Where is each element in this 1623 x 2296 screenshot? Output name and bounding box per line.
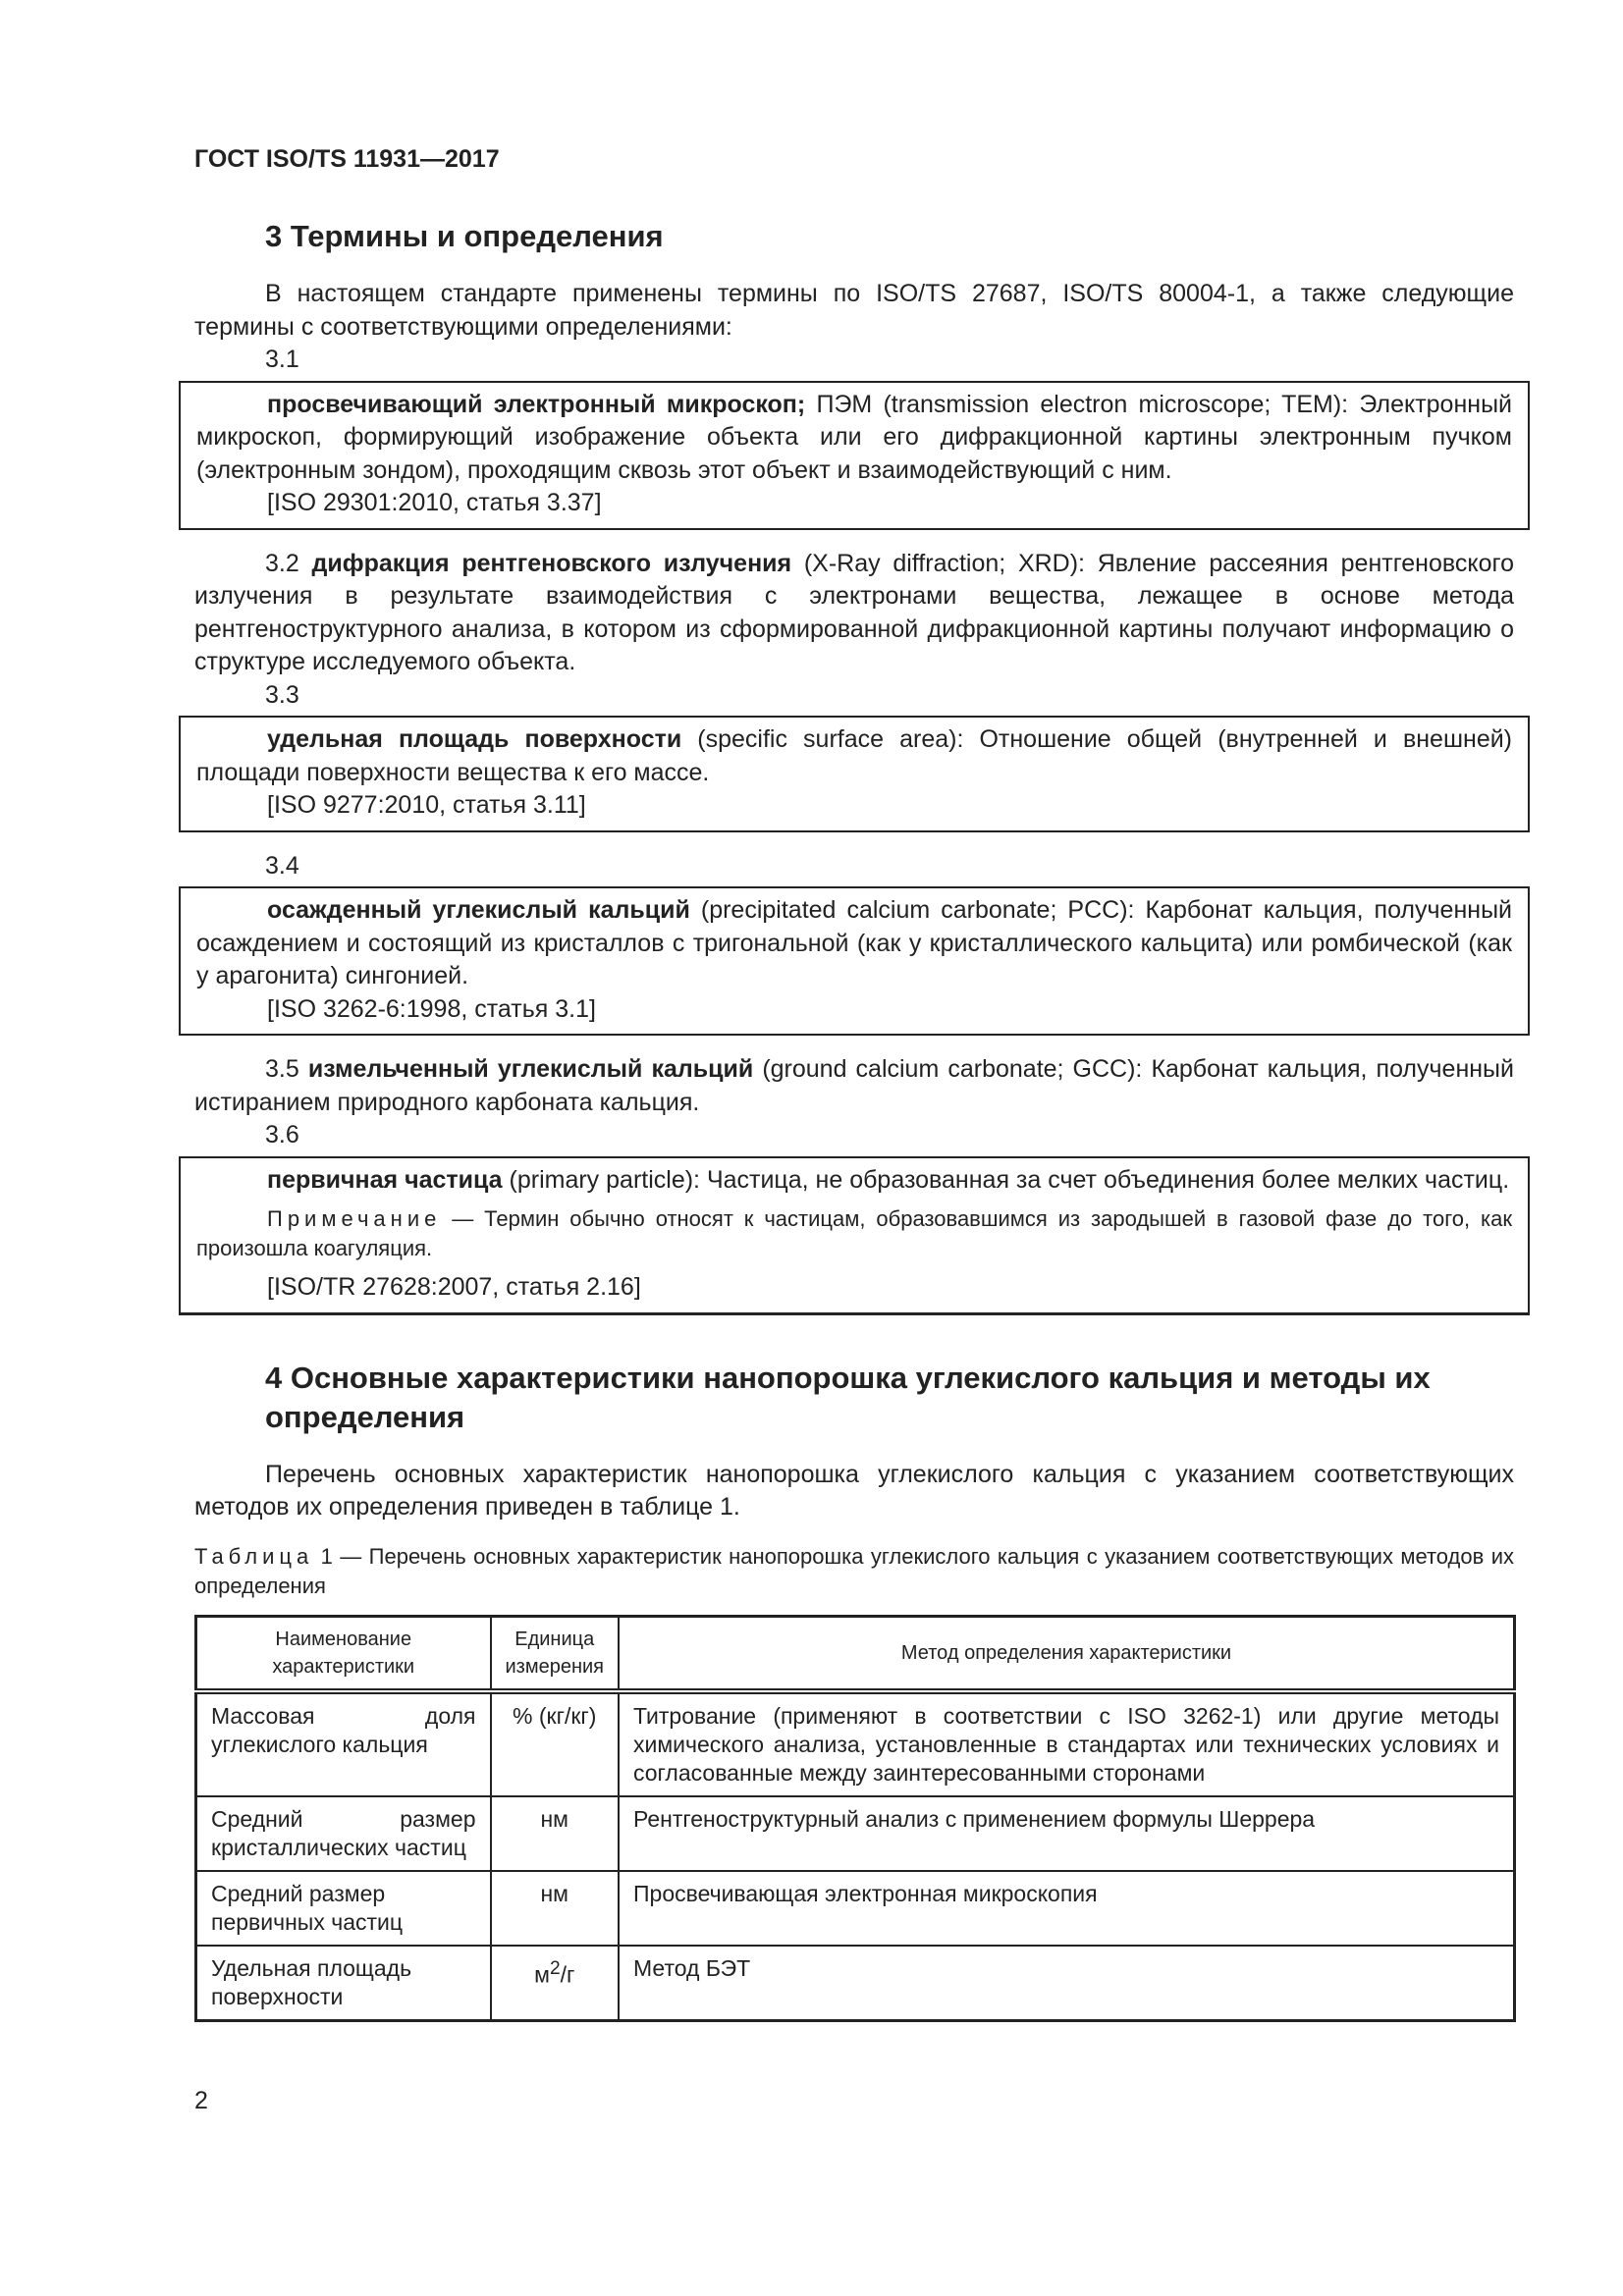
term-box-3-1 (179, 381, 1530, 530)
section-3-title: 3 Термины и определения (265, 219, 664, 253)
term-3-2: 3.2 дифракция рентгеновского излучения (X-Ray diffraction; XRD): Явление рассеяния рентгеновского излучения в результате взаимодействия с электронами вещества, лежащее в основе метода рентгеноструктурного анализа, в котором из сформированной дифракционной картины получают информацию о структуре исследуемого объекта. (194, 549, 1514, 675)
term: измельченный углекислый кальций (307, 1055, 754, 1083)
term: просвечивающий электронный микроскоп; (267, 390, 806, 418)
table-row (196, 1796, 1515, 1871)
cell-unit: $м^2/г$ (491, 1946, 620, 2021)
term-number: 3.4 (265, 851, 299, 880)
cell-characteristic: Массовая доля углекислого кальция (196, 1691, 491, 1796)
table-row (196, 1691, 1515, 1796)
section-4-title: 4 Основные характеристики нанопорошка углекислого кальция и методы их определения (265, 1360, 1431, 1434)
cell-method: Титрование (применяют в соответствии с ISO 3262-1) или другие методы химического анализа, установленные в стандартах или технических условиях и согласованные между заинтересованными сторонами (619, 1691, 1515, 1796)
note: Примечание — Термин обычно относят к частицам, образовавшимся из зародышей в газовой фазе до того, как произошла коагуляция. (196, 1206, 1512, 1260)
document-header: ГОСТ ISO/TS 11931—2017 (194, 145, 500, 173)
cell-method: Метод БЭТ (619, 1946, 1515, 2021)
table-row (196, 1946, 1515, 2021)
table-header-row (196, 1616, 1515, 1691)
term-number: 3.1 (265, 346, 299, 373)
cell-unit: нм (491, 1871, 620, 1946)
term-number: 3.3 (265, 680, 299, 709)
column-header: Наименование характеристики (196, 1616, 491, 1691)
definition: (primary particle): Частица, не образованная за счет объединения более мелких частиц. (502, 1165, 1510, 1194)
cell-method: Рентгеноструктурный анализ с применением формулы Шеррера (619, 1796, 1515, 1871)
table-caption: Таблица 1 — Перечень основных характеристик нанопорошка углекислого кальция с указанием соответствующих методов их определения (194, 1543, 1514, 1598)
term: первичная частица (267, 1165, 503, 1194)
cell-characteristic: Средний размер первичных частиц (196, 1871, 491, 1946)
definition: (precipitated calcium carbonate; PCC): Карбонат кальция, полученный осаждением и состоящий из кристаллов с тригональной (как у кристаллического кальцита) или ромбической (как у арагонита) сингонией. (196, 896, 1512, 989)
page-number: 2 (194, 2087, 208, 2114)
term-box-3-6 (179, 1156, 1530, 1315)
cell-method: Просвечивающая электронная микроскопия (619, 1871, 1515, 1946)
term-3-5: 3.5 измельченный углекислый кальций (ground calcium carbonate; GCC): Карбонат кальция, полученный истиранием природного карбоната кальция. (194, 1055, 1514, 1116)
term: удельная площадь поверхности (267, 725, 682, 753)
characteristics-table (194, 1615, 1516, 2022)
term-box-3-4 (179, 886, 1530, 1036)
term-source: [ISO 3262-6:1998, статья 3.1] (267, 994, 596, 1023)
section-4-intro: Перечень основных характеристик нанопорошка углекислого кальция с указанием соответствующих методов их определения приведен в таблице 1. (194, 1460, 1514, 1521)
note-label: Примечание (267, 1206, 442, 1231)
term: дифракция рентгеновского излучения (311, 549, 792, 577)
definition: (ground calcium carbonate; GCC): Карбонат кальция, полученный истиранием природного карбоната кальция. (194, 1055, 1514, 1116)
cell-unit: % (кг/кг) (491, 1691, 620, 1796)
cell-unit: нм (491, 1796, 620, 1871)
definition: ПЭМ (transmission electron microscope; TEM): Электронный микроскоп, формирующий изображение объекта или его дифракционной картины электронным пучком (электронным зондом), проходящим сквозь этот объект и взаимодействующий с ним. (196, 390, 1513, 484)
page (194, 145, 1514, 2022)
term-source: [ISO 9277:2010, статья 3.11] (267, 791, 586, 819)
term: осажденный углекислый кальций (267, 896, 690, 924)
term-source: [ISO/TR 27628:2007, статья 2.16] (267, 1273, 641, 1301)
term-box-3-3 (179, 716, 1530, 832)
cell-characteristic: Средний размер кристаллических частиц (196, 1796, 491, 1871)
section-3-intro: В настоящем стандарте применены термины по ISO/TS 27687, ISO/TS 80004-1, а также следующие термины с соответствующими определениями: (194, 280, 1514, 341)
column-header: Метод определения характеристики (619, 1616, 1515, 1691)
term-number: 3.6 (265, 1121, 299, 1148)
term-source: [ISO 29301:2010, статья 3.37] (267, 489, 602, 516)
table-row (196, 1871, 1515, 1946)
definition: (X-Ray diffraction; XRD): Явление рассеяния рентгеновского излучения в результате взаимодействия с электронами вещества, лежащее в основе метода рентгеноструктурного анализа, в котором из сформированной дифракционной картины получают информацию о структуре исследуемого объекта. (194, 549, 1514, 675)
cell-characteristic: Удельная площадь поверхности (196, 1946, 491, 2021)
column-header: Единица измерения (491, 1616, 620, 1691)
definition: (specific surface area): Отношение общей (внутренней и внешней) площади поверхности вещества к его массе. (196, 725, 1513, 786)
